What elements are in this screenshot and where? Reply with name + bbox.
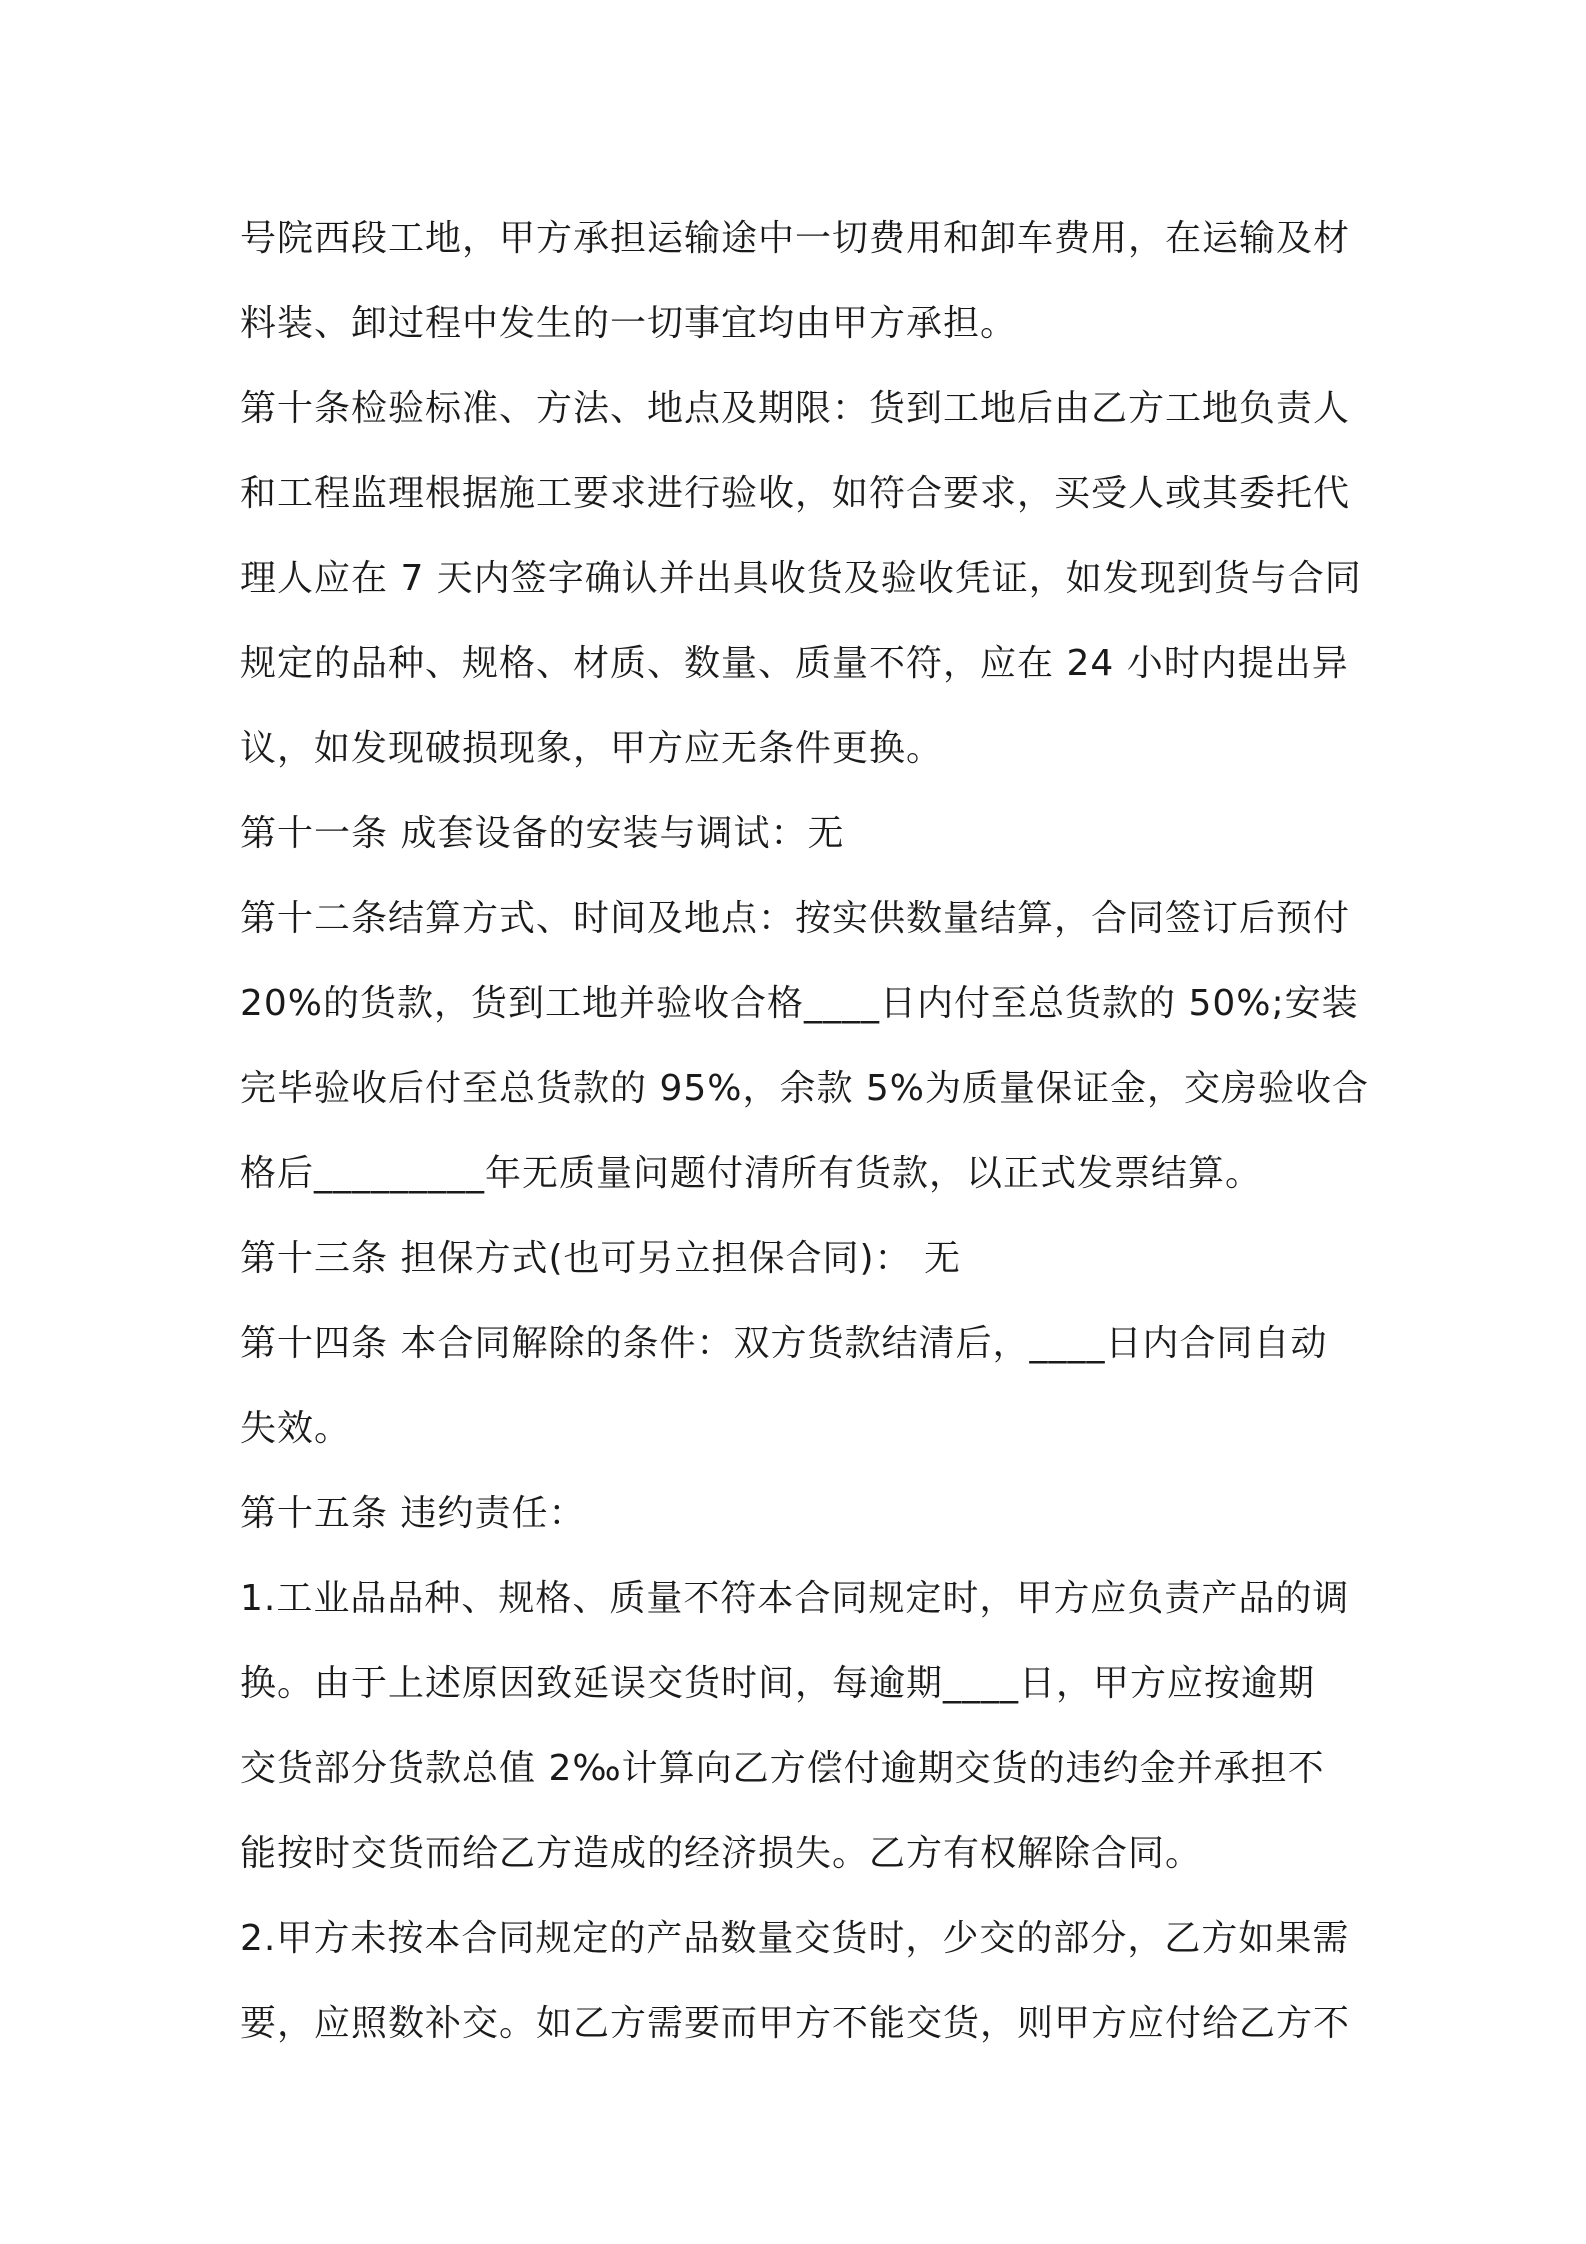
clause-12-heading: 第十二条结算方式、时间及地点：按实供数量结算，合同签订后预付 <box>240 898 1351 939</box>
text-line: 格后_________年无质量问题付清所有货款，以正式发票结算。 <box>240 1153 1263 1194</box>
clause-10-heading: 第十条检验标准、方法、地点及期限：货到工地后由乙方工地负责人 <box>240 388 1351 429</box>
item-1-text: 1.工业品品种、规格、质量不符本合同规定时，甲方应负责产品的调 <box>240 1578 1350 1619</box>
contract-text <box>240 196 1370 2066</box>
text-line: 理人应在 7 天内签字确认并出具收货及验收凭证，如发现到货与合同 <box>240 558 1362 599</box>
text-line: 失效。 <box>240 1408 352 1449</box>
text-line: 能按时交货而给乙方造成的经济损失。乙方有权解除合同。 <box>240 1833 1203 1874</box>
text-line: 20%的货款，货到工地并验收合格____日内付至总货款的 50%;安装 <box>240 983 1359 1024</box>
clause-13: 第十三条 担保方式(也可另立担保合同)： 无 <box>240 1238 961 1279</box>
text-line: 议，如发现破损现象，甲方应无条件更换。 <box>240 728 944 769</box>
text-line: 号院西段工地，甲方承担运输途中一切费用和卸车费用，在运输及材 <box>240 218 1351 259</box>
item-2-text: 2.甲方未按本合同规定的产品数量交货时，少交的部分，乙方如果需 <box>240 1918 1350 1959</box>
text-line: 要，应照数补交。如乙方需要而甲方不能交货，则甲方应付给乙方不 <box>240 2003 1351 2044</box>
text-line: 料装、卸过程中发生的一切事宜均由甲方承担。 <box>240 303 1018 344</box>
clause-15-heading: 第十五条 违约责任： <box>240 1493 586 1534</box>
text-line: 换。由于上述原因致延误交货时间，每逾期____日，甲方应按逾期 <box>240 1663 1316 1704</box>
clause-11: 第十一条 成套设备的安装与调试：无 <box>240 813 845 854</box>
text-line: 完毕验收后付至总货款的 95%，余款 5%为质量保证金，交房验收合 <box>240 1068 1370 1109</box>
clause-14-heading: 第十四条 本合同解除的条件：双方货款结清后，____日内合同自动 <box>240 1323 1328 1364</box>
text-line: 规定的品种、规格、材质、数量、质量不符，应在 24 小时内提出异 <box>240 643 1349 684</box>
text-line: 交货部分货款总值 2‰计算向乙方偿付逾期交货的违约金并承担不 <box>240 1748 1325 1789</box>
text-line: 和工程监理根据施工要求进行验收，如符合要求，买受人或其委托代 <box>240 473 1351 514</box>
